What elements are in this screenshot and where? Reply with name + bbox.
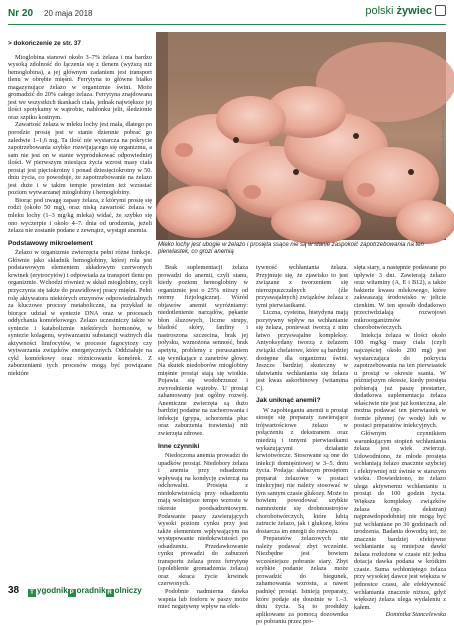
photo-credit: Grzegorz Tomasz Brzeziński <box>440 120 445 171</box>
issue-number: Nr 20 <box>8 8 34 19</box>
article-column-3 <box>256 264 348 626</box>
section-heading: Podstawowy mikroelement <box>8 239 93 247</box>
paragraph: Głównym czynnikiem warunkującym stopień wchłaniania żelaza jest wiek zwierząt. Udowodniono, że młode prosięta wchłaniają żelazo znacznie szybciej i efektywniej niż świnie w starszym wieku. Dowiedziono, że żelazo ulega aktywnemu wchłanianiu u prosiąt do 100 godzin życia. Większe kompleksy związków żelaza (np. dekstran) najprawdopodobniej nie mogą być już wchłaniane po 30 godzinach od urodzenia. Badania dowodzą też, że znacznie bardziej efektywne wchłanianie są mniejsze dawki żelaza rozłożone w czasie niż jedna dotacja dawka podana w krótkim czasie. Suma wchłoniętego żelaza przy wysokiej dawce jest większa w jednostce czasu, ale efektywność wchłaniania znacznie niższa, gdyż większej żelaza ulega wydaleniu z kałem. <box>354 430 446 611</box>
page-footer <box>0 582 454 600</box>
paragraph: Biorąc pod uwagę zapasy żelaza, z którymi prosię się rodzi (około 50 mg), oraz niską zawartość żelaza w mleku lochy (1–3 mg/kg mleka) widać, że szybko się ono wyczerpie i około 4–7. dnia od urodzenia, jeżeli żelaza nie zostanie podane z zewnątrz, wystąpi anemia. <box>8 196 152 235</box>
section-heading: Jak uniknąć anemii? <box>256 397 321 405</box>
paragraph: Preparatów żelazowych nie należy podawać zbyt wcześnie. Niezbędne jest bowiem wcześniejsze pobranie siary. Zbyt szybkie podanie żelaza może prowadzić do biegunek, zahamowania wzrostu, a nawet padnięć prosiąt. Istnieją preparaty, które podaje się doustnie w 1.–3. dniu życia. Są to produkty aplikowane za pomocą dozownika po pobraniu przez pro- <box>256 535 348 626</box>
paragraph: Mioglobina stanowi około 3–7% żelaza i ma bardzo wysoką zdolność do łączenia się z tlenem (wyższą niż hemoglobina), a jej głównym zadaniem jest transport tlenu w obrębie mięśni. Ferrytyna to główne białko magazynujące żelazo w organizmie świni. Może gromadzić do 20% całego żelaza. Ferrytyna znajdowana jest we wszystkich tkankach ciała, jednak największe jej ilości spotykamy w wątrobie, nabłonku jelit, śledzionie oraz szpiku kostnym. <box>8 53 152 121</box>
photo-caption: Mleko lochy jest ubogie w żelazo i prosięta ssące nie są w stanie zaspokoić zapotrzebowania na ten pierwiastek, co grozi anemią <box>158 242 424 255</box>
paragraph: Zawartość żelaza w mleku lochy jest mała, dlatego po porodzie prosię jest w stanie dziennie pobrać go zaledwie 1–1,6 mg. Ta ilość nie wystarcza na pokrycie zapotrzebowania szybko rozwijającego się organizmu, a sam nie jest on w stanie wyprodukować odpowiedniej ilości. W pierwszym miesiącu życia wzrost masy ciała prosiąt jest pięciokrotny i ponad dziesięciokrotny w 50. dniu życia, co powoduje, że zapotrzebowanie na żelazo jest duże i w takim tempie powinien też wzrastać poziom wytwarzanej mioglobiny i hemoglobiny. <box>8 121 152 197</box>
logo-prefix: polski <box>365 5 394 17</box>
paragraph: Liczna, cysteina, histydyna mają pozytywny wpływ na wchłanianie się żelaza, ponieważ tworzą z nim łatwo przyswajalne kompleksy. Antyoksydany tworzą z żelazem związki chelatowe, które są bardziej dostępne dla organizmu świni. Jeszcze bardziej skuteczny w ułatwianiu wchłaniania się żelaza jest kwas askorbinowy (witamina C). <box>256 309 348 392</box>
header-divider <box>8 24 446 25</box>
tygodnik-poradnik-rolniczy-logo[interactable]: T ygodnik P oradnik R olniczy <box>28 586 142 597</box>
paragraph: sięta siary, a następnie podawane po upływie 3 dni. Zawierają żelazo oraz witaminy (A, E i B12), a także bakterie kwasu mlekowego, które zakwaszają środowisko w jelicie cienkim. W ten sposób dodatkowo przeciwdziałają rozwojowi mikroorganizmów chorobotwórczych. <box>354 264 446 332</box>
article-column-2 <box>158 264 248 611</box>
polski-zywiec-logo[interactable] <box>365 5 432 17</box>
issue-date: 20 maja 2018 <box>44 9 93 18</box>
paragraph: tywność wchłaniania żelaza. Przyjmuje się, że zjawisko to jest związane z tworzeniem się nierozpuszczalnych (źle przyswajalnych) związków żelaza z tymi pierwiastkami. <box>256 264 348 309</box>
paragraph: Podobnie nadmierna dawka wapnia lub fosforu w paszy może mieć negatywny wpływ na efek- <box>158 587 248 611</box>
page-number: 38 <box>8 585 20 596</box>
paragraph: W zapobieganiu anemii u prosiąt stosuje się preparaty zawierające trójwartościowe żelazo w połączeniu z dekstranem oraz miedzią i innymi pierwiastkami wykazującymi działanie krwiotwórcze. Stosowane są one do iniekcji domięśniowej w 3–5. dniu życia. Podając słabszym prosiętom preparat żelazowe w postaci iniekcyjnej nie należy stosować w tym samym czasie glukozy. Może to bowiem powodować szybkie namnożenie się drobnoustrojów chorobotwórczych, które lubią zatrucie żelazo, jak i glukozę, która dostarcza im energii do rozwoju. <box>256 406 348 535</box>
continued-from-note: > dokończenie ze str. 37 <box>8 40 81 47</box>
section-heading: Inne czynniki <box>158 442 200 450</box>
paragraph: Brak suplementacji żelaza prowadzi do anemii, czyli stanu, kiedy poziom hemoglobiny w organizmie jest o 25% niższy od normy fizjologicznej. Wśród objawów anemii wyróżniamy: niedotlenienie narządów, pękanie błon śluzowych, liczne strupy, bladość skóry, fanfiny i nastroszona szczecina, brak jej połysku, wzmożona senność, brak apetytu, problemy z poruszaniem się wynikające z zanetrów głowy. Na skutek niedoborów mioglobiny mięśnie prosiąt stają się wiotkie. Pojawia się wodobrzusze i zwyrodnienie wątroby. U prosiąt zahamowany jest ogólny rozwój. Anemiczne zwierzęta są dużo bardziej podatne na zachorowania i infekcje (grypa, schorzenia płuc oraz zaburzenia trawienia) niż zwierzęta zdrowe. <box>158 264 248 438</box>
article-photo-piglets <box>156 32 446 240</box>
article-column-4 <box>354 264 446 619</box>
page-header <box>0 0 454 30</box>
paragraph: Niedoczona anemia prowadzi do upadków prosiąt. Niedobory żelaza i anemia przy odsadzeniu wpływają na kondycję zwierząt na odchowalni. Prosięta z niedokrwistością przy odsadzeniu mają wolniejsze tempo wzrostu w okresie poodsadzeniowym. Podawanie paszy zawierających wysoki poziom cynku przy jest także elementem wpływającym na występowanie niedokrwistości po odsadzeniu. Przedawkowanie cynku prowadzi do zaburzeń transportu żelaza przez ferrytynę (spoleblenie gromadzenia żelaza) oraz skraca życie krwinek czerwonych. <box>158 452 248 588</box>
logo-brand: żywiec <box>396 5 432 17</box>
logo-square-icon <box>435 5 446 16</box>
piglets-image <box>156 32 446 240</box>
article-column-1 <box>8 40 152 578</box>
paragraph: Żelazo w organizmie zwierzęcia pełni różne funkcje. Głównie jako składnik hemoglobiny, której rola jest podstawowym elementem składowym czerwonych krwinek (erytrocytów) i odpowiada za transport tlenu po organizmie. Wchodzi również w skład mioglobiny, czyli przyczynia się także do prawidłowej pracy mięśni. Pełni rolę aktywatora niektórych enzymów odpowiedzialnych za kluczowe procesy metaboliczne, na przykład te biorące udział w syntezie DNA oraz w procesach oddychania komórkowego. Żelazo uczestniczy także w syntezie i katabolizmie niektórych hormonów, w syntezie kolagenu, wytwarzaniu substancji ważnych dla aktywności limfocytów, w procesie fagocytozy czy wytwarzania związków energetycznych. Oddziałuje na cykl komórkowy oraz różnicowanie komórek. Z zaburzeniami tych procesów mogą być powiązane niektóre <box>8 249 152 377</box>
author-signature: Dominika Stancelewska <box>385 611 446 619</box>
paragraph: Iniekcja żelaza w ilości około 100 mg/kg masy ciała (czyli najczęściej około 200 mg) jest wystarczająca do pokrycia zapotrzebowania na ten pierwiastek u prosiąt w okresie ssania. W późniejszym okresie, kiedy prosięta pobierają już paszę prestarter, dodatkowa suplementacja żelaza właściwie nie jest już konieczna, ale można podawać ten pierwiastek w formie płynnej (w wodę) lub w postaci preparatów iniekcyjnych. <box>354 331 446 430</box>
